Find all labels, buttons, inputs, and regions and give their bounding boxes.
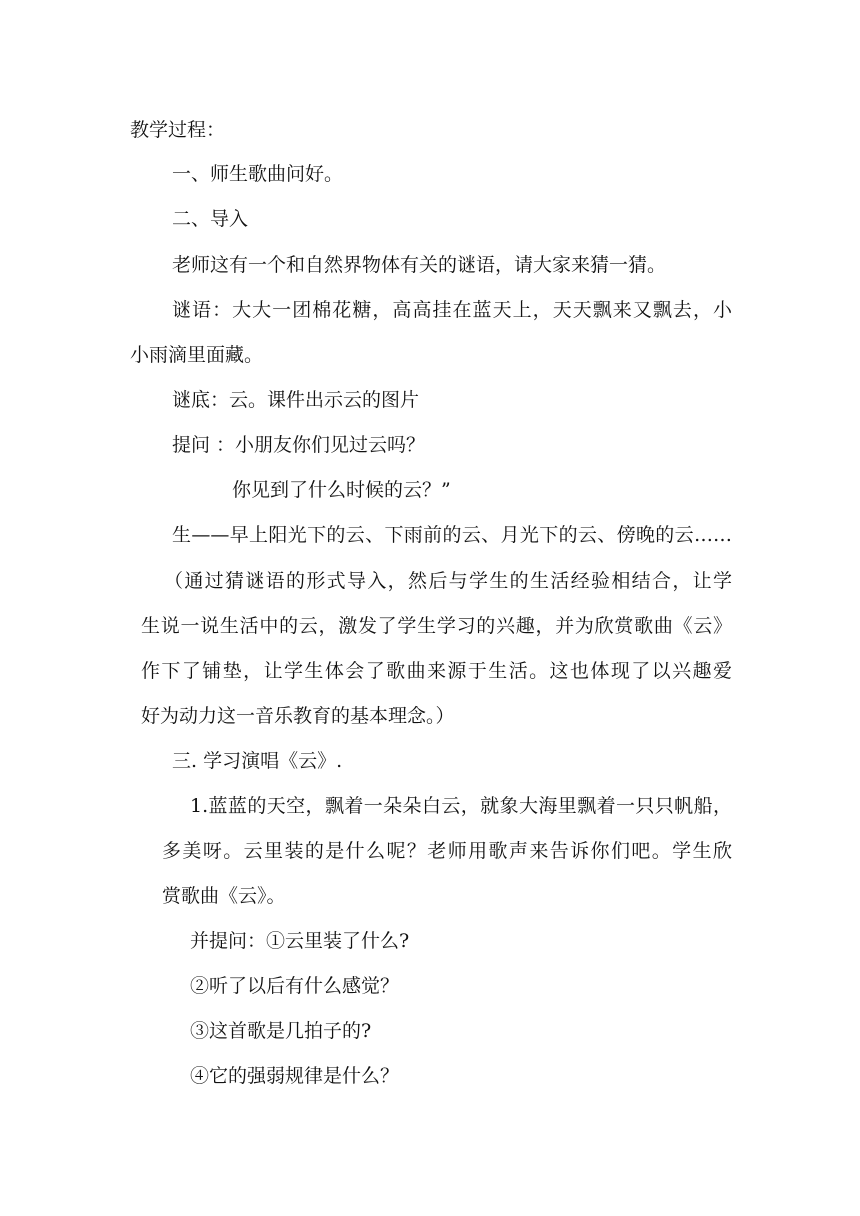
question-list-4: ④它的强弱规律是什么？: [190, 1065, 400, 1087]
section-heading: 教学过程：: [130, 119, 226, 141]
paragraph-1-line-3: 赏歌曲《云》。: [162, 885, 286, 907]
question-list-1: 并提问：①云里装了什么?: [190, 930, 410, 952]
question-list-2: ②听了以后有什么感觉？: [190, 975, 400, 997]
note-line-1: （通过猜谜语的形式导入，然后与学生的生活经验相结合，让学: [164, 570, 732, 592]
note-line-2: 生说一说生活中的云，激发了学生学习的兴趣，并为欣赏歌曲《云》: [141, 615, 732, 637]
note-line-4: 好为动力这一音乐教育的基本理念。）: [141, 705, 455, 727]
question-2: 你见到了什么时候的云？”: [232, 479, 451, 501]
question-list-3: ③这首歌是几拍子的?: [190, 1020, 372, 1042]
riddle-answer: 谜底：云。课件出示云的图片: [172, 389, 420, 411]
question-1: 提问 ：小朋友你们见过云吗？: [172, 434, 426, 456]
step-learn-song: 三. 学习演唱《云》.: [172, 750, 343, 772]
intro-text: 老师这有一个和自然界物体有关的谜语，请大家来猜一猜。: [172, 254, 667, 276]
paragraph-1-line-2: 多美呀。云里装的是什么呢？老师用歌声来告诉你们吧。学生欣: [162, 840, 732, 862]
riddle-line-2: 小雨滴里面藏。: [130, 344, 264, 366]
step-greeting: 一、师生歌曲问好。: [172, 163, 344, 185]
student-response: 生——早上阳光下的云、下雨前的云、月光下的云、傍晚的云……: [172, 524, 732, 546]
step-introduction: 二、导入: [172, 208, 249, 230]
note-line-3: 作下了铺垫，让学生体会了歌曲来源于生活。这也体现了以兴趣爱: [141, 660, 732, 682]
riddle-line-1: 谜语：大大一团棉花糖，高高挂在蓝天上，天天飘来又飘去，小: [172, 299, 732, 321]
paragraph-1-line-1: 1.蓝蓝的天空，飘着一朵朵白云，就象大海里飘着一只只帆船，: [190, 795, 732, 817]
